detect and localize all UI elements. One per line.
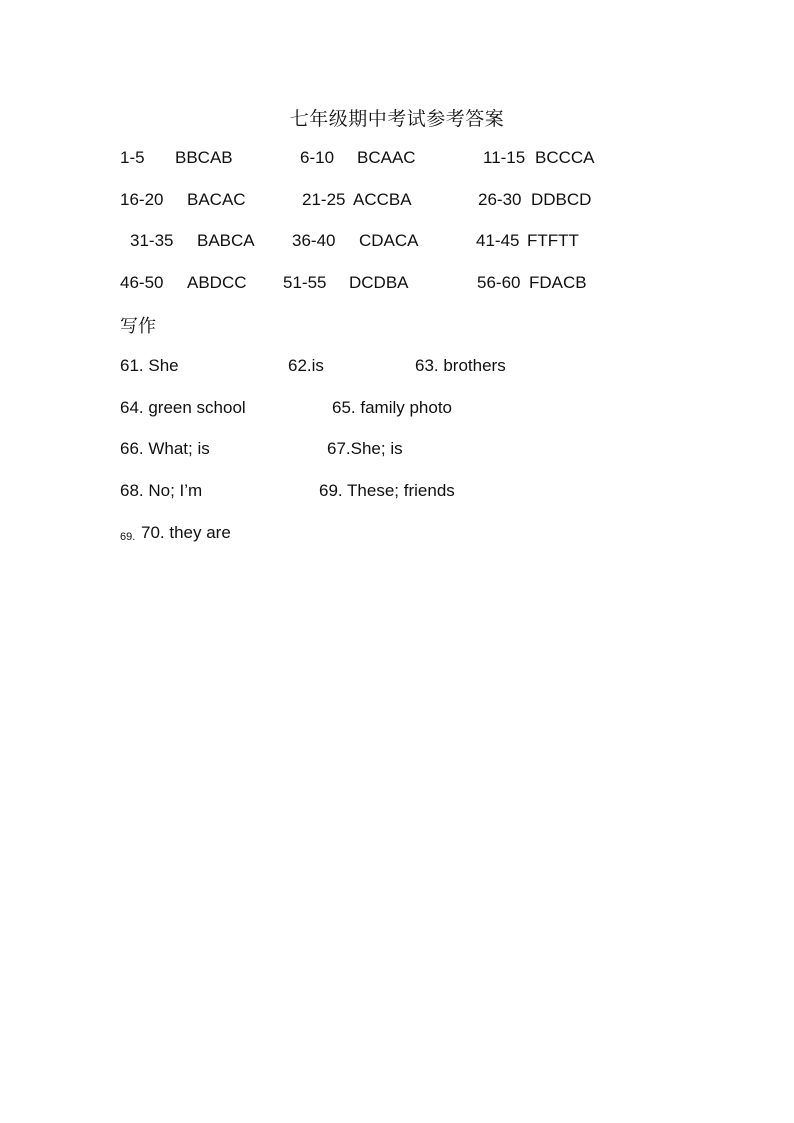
answer-letters: BACAC xyxy=(187,190,246,209)
answer-letters: ABDCC xyxy=(187,273,247,292)
writing-answer: 70. they are xyxy=(141,523,231,542)
answer-letters: BCCCA xyxy=(535,148,595,167)
range-label: 36-40 xyxy=(292,231,336,250)
writing-row-1 xyxy=(0,354,794,378)
writing-row-2 xyxy=(0,396,794,420)
answer-letters: DCDBA xyxy=(349,273,409,292)
answer-letters: BABCA xyxy=(197,231,255,250)
range-label: 16-20 xyxy=(120,190,164,209)
writing-answer: 69. These; friends xyxy=(319,481,455,500)
writing-answer: 61. She xyxy=(120,356,179,375)
writing-answer: 66. What; is xyxy=(120,439,210,458)
writing-row-4 xyxy=(0,479,794,503)
range-label: 31-35 xyxy=(130,231,174,250)
page-title: 七年级期中考试参考答案 xyxy=(289,108,505,130)
answer-letters: ACCBA xyxy=(353,190,412,209)
choice-row-4 xyxy=(0,271,794,295)
writing-answer: 63. brothers xyxy=(415,356,506,375)
range-label: 46-50 xyxy=(120,273,164,292)
choice-row-3 xyxy=(0,229,794,253)
range-label: 41-45 xyxy=(476,231,520,250)
choice-row-2 xyxy=(0,188,794,212)
writing-heading: 写作 xyxy=(120,316,156,337)
answer-letters: FDACB xyxy=(529,273,587,292)
writing-row-3 xyxy=(0,437,794,461)
range-label: 26-30 xyxy=(478,190,522,209)
writing-answer: 62.is xyxy=(288,356,324,375)
range-label: 21-25 xyxy=(302,190,346,209)
writing-row-5 xyxy=(0,521,794,545)
answer-letters: CDACA xyxy=(359,231,419,250)
answer-letters: DDBCD xyxy=(531,190,592,209)
range-label: 1-5 xyxy=(120,148,145,167)
writing-answer: 68. No; I’m xyxy=(120,481,203,500)
choice-row-1 xyxy=(0,146,794,170)
writing-answer: 67.She; is xyxy=(327,439,403,458)
answer-letters: FTFTT xyxy=(527,231,579,250)
range-label: 56-60 xyxy=(477,273,521,292)
answer-letters: BBCAB xyxy=(175,148,233,167)
range-label: 11-15 xyxy=(483,148,526,167)
range-label: 51-55 xyxy=(283,273,327,292)
answer-letters: BCAAC xyxy=(357,148,416,167)
writing-answer: 65. family photo xyxy=(332,398,453,417)
stray-number-prefix: 69. xyxy=(120,531,136,543)
range-label: 6-10 xyxy=(300,148,335,167)
writing-answer: 64. green school xyxy=(120,398,246,417)
